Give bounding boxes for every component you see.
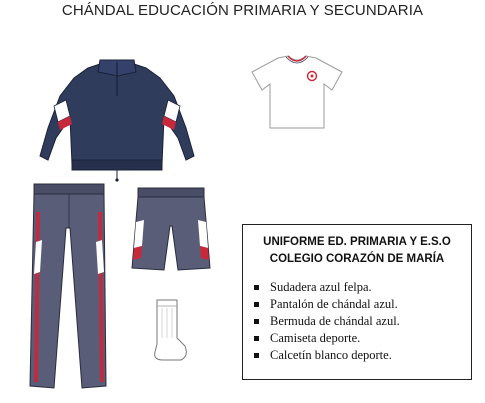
list-item: [254, 296, 471, 313]
info-heading-line2: COLEGIO CORAZÓN DE MARÍA: [269, 253, 445, 265]
trousers-illustration: [26, 182, 112, 394]
bullet-icon: [254, 353, 259, 358]
list-item: [254, 347, 471, 364]
page-title: CHÁNDAL EDUCACIÓN PRIMARIA Y SECUNDARIA: [61, 2, 424, 19]
list-item-text: Camiseta deporte.: [270, 331, 361, 345]
bullet-icon: [254, 319, 259, 324]
uniform-items-list: [254, 279, 471, 364]
bullet-icon: [254, 336, 259, 341]
list-item-text: Bermuda de chándal azul.: [270, 314, 400, 328]
sock-illustration: [149, 298, 189, 364]
list-item: [254, 330, 471, 347]
list-item: [254, 279, 471, 296]
list-item-text: Calcetín blanco deporte.: [270, 348, 392, 362]
bullet-icon: [254, 302, 259, 307]
bullet-icon: [254, 285, 259, 290]
list-item: [254, 313, 471, 330]
list-item-text: Sudadera azul felpa.: [270, 280, 372, 294]
tshirt-illustration: [248, 52, 346, 132]
shorts-illustration: [130, 186, 212, 272]
info-heading-line1: UNIFORME ED. PRIMARIA Y E.S.O: [263, 236, 451, 248]
uniform-info-box: [242, 224, 472, 380]
sweatshirt-illustration: [36, 56, 198, 182]
list-item-text: Pantalón de chándal azul.: [270, 297, 398, 311]
